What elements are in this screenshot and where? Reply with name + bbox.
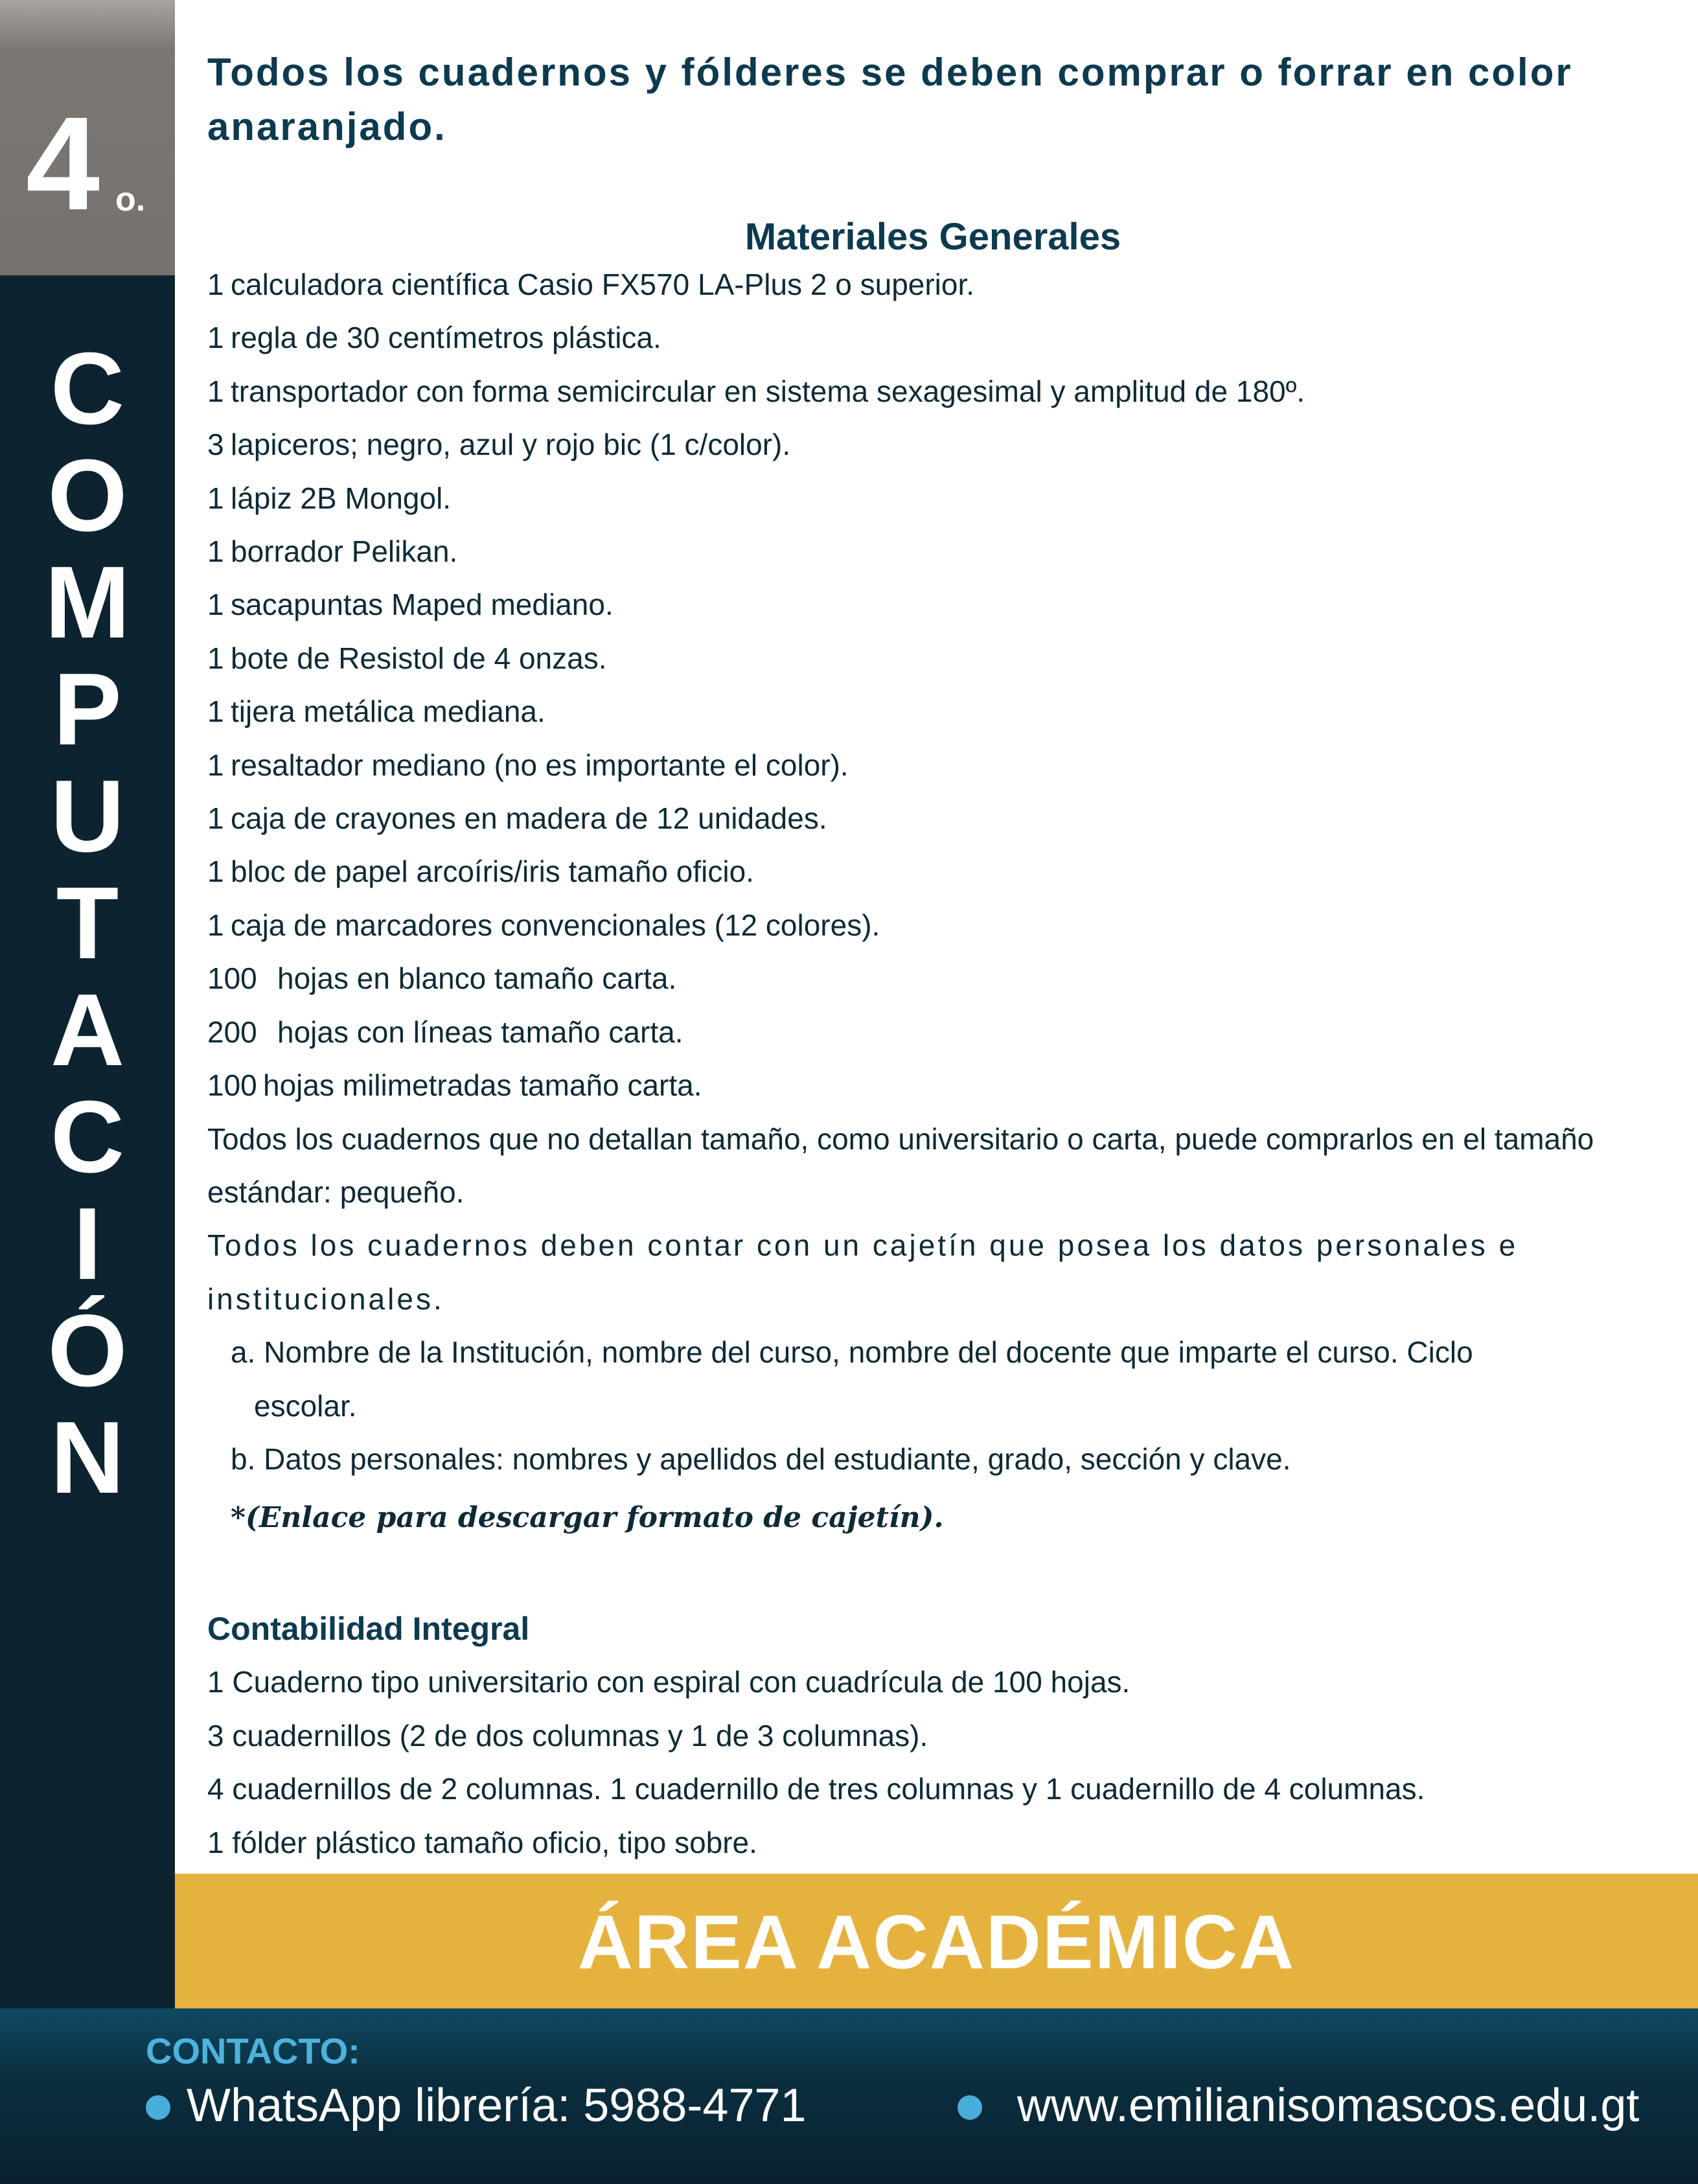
grade-box xyxy=(0,0,175,275)
subject-letter: O xyxy=(47,439,128,553)
item-text: lapiceros; negro, azul y rojo bic (1 c/color). xyxy=(231,428,791,462)
item-qty: 3 xyxy=(207,428,224,462)
list-item: 1 Cuaderno tipo universitario con espiral con cuadrícula de 100 hojas. xyxy=(207,1665,1130,1699)
item-qty: 1 xyxy=(207,481,224,515)
item-text: sacapuntas Maped mediano. xyxy=(231,588,614,622)
grade-number: 4 xyxy=(26,89,100,238)
list-item xyxy=(207,792,1658,845)
item-qty: 1 xyxy=(207,855,224,889)
item-text: lápiz 2B Mongol. xyxy=(231,481,452,515)
item-qty: 1 xyxy=(207,801,224,836)
list-item xyxy=(207,899,1658,952)
subject-letter: C xyxy=(50,332,125,446)
item-qty: 1 xyxy=(207,695,224,729)
cajetin-item-a: a. Nombre de la Institución, nombre del curso, nombre del docente que imparte el curso. Ciclo xyxy=(231,1335,1473,1370)
item-qty: 1 xyxy=(207,908,224,942)
item-qty: 1 xyxy=(207,374,224,408)
list-item xyxy=(207,1059,1658,1112)
item-qty: 1 xyxy=(207,641,224,675)
item-qty: 1 xyxy=(207,748,224,782)
subject-letter: I xyxy=(73,1187,102,1301)
cajetin-item-a-continued: escolar. xyxy=(254,1388,357,1423)
item-qty: 100 xyxy=(207,1068,257,1103)
subject-letter: Ó xyxy=(47,1294,128,1408)
item-qty: 1 xyxy=(207,268,224,301)
item-qty: 1 xyxy=(207,321,224,355)
general-materials-title: Materiales Generales xyxy=(744,216,1121,258)
cajetin-download-link[interactable]: *(Enlace para descargar formato de cajetín). xyxy=(231,1501,944,1535)
list-item xyxy=(207,632,1658,685)
item-text: hojas milimetradas tamaño carta. xyxy=(263,1068,702,1103)
list-item xyxy=(207,311,1658,364)
subject-letter: C xyxy=(50,1080,125,1194)
grade-suffix: o. xyxy=(115,181,146,218)
list-item xyxy=(207,418,1658,471)
list-item xyxy=(207,578,1658,631)
item-text: bote de Resistol de 4 onzas. xyxy=(231,641,607,675)
item-qty: 1 xyxy=(207,588,224,622)
contabilidad-list xyxy=(207,1655,1658,1869)
item-text: calculadora científica Casio FX570 LA-Plus 2 o superior. xyxy=(231,268,975,301)
item-qty: 100 xyxy=(207,961,257,996)
list-item xyxy=(207,739,1658,792)
list-item: 1 fólder plástico tamaño oficio, tipo sobre. xyxy=(207,1825,757,1859)
item-text: hojas en blanco tamaño carta. xyxy=(277,961,677,996)
item-text: regla de 30 centímetros plástica. xyxy=(231,321,661,355)
item-text: bloc de papel arcoíris/iris tamaño oficio. xyxy=(231,855,754,889)
subject-letter: T xyxy=(56,866,119,980)
size-note: Todos los cuadernos que no detallan tamaño, como universitario o carta, puede comprarlos en el tamaño estándar: pequeño. xyxy=(207,1121,1594,1209)
list-item xyxy=(207,685,1658,738)
general-materials-list xyxy=(207,258,1658,1112)
item-text: tijera metálica mediana. xyxy=(231,695,545,729)
list-item: 3 cuadernillos (2 de dos columnas y 1 de 3 columnas). xyxy=(207,1718,928,1753)
item-text: transportador con forma semicircular en sistema sexagesimal y amplitud de 180º. xyxy=(231,374,1305,408)
subject-letter: N xyxy=(50,1401,125,1515)
subject-letter: P xyxy=(53,652,122,766)
item-text: hojas con líneas tamaño carta. xyxy=(277,1015,683,1049)
bullet-icon xyxy=(146,2095,170,2120)
contabilidad-title: Contabilidad Integral xyxy=(207,1611,530,1648)
list-item xyxy=(207,1006,1658,1059)
item-qty: 200 xyxy=(207,1015,257,1049)
bullet-icon xyxy=(958,2095,982,2120)
list-item xyxy=(207,258,1658,311)
item-qty: 1 xyxy=(207,535,224,569)
area-academica-banner: ÁREA ACADÉMICA xyxy=(175,1874,1698,2008)
item-text: borrador Pelikan. xyxy=(231,535,458,569)
whatsapp-contact[interactable]: WhatsApp librería: 5988-4771 xyxy=(187,2080,807,2132)
subject-vertical-title xyxy=(0,332,175,1515)
list-item xyxy=(207,365,1658,418)
item-text: resaltador mediano (no es importante el color). xyxy=(231,748,849,782)
cajetin-note: Todos los cuadernos deben contar con un cajetín que posea los datos personales e institucionales. xyxy=(207,1228,1519,1316)
website-link[interactable]: www.emilianisomascos.edu.gt xyxy=(1017,2080,1640,2132)
list-item: 4 cuadernillos de 2 columnas. 1 cuadernillo de tres columnas y 1 cuadernillo de 4 columnas. xyxy=(207,1772,1425,1806)
list-item xyxy=(207,525,1658,578)
item-text: caja de crayones en madera de 12 unidades. xyxy=(231,801,827,836)
item-text: caja de marcadores convencionales (12 colores). xyxy=(231,908,880,942)
color-notice: Todos los cuadernos y fólderes se deben comprar o forrar en color anaranjado. xyxy=(207,51,1573,148)
contact-label: CONTACTO: xyxy=(146,2030,360,2071)
list-item xyxy=(207,952,1658,1005)
subject-letter: U xyxy=(50,759,125,873)
subject-letter: M xyxy=(45,546,130,660)
main-content xyxy=(207,45,1658,1869)
list-item xyxy=(207,845,1658,898)
list-item xyxy=(207,472,1658,525)
subject-letter: A xyxy=(50,973,125,1087)
cajetin-item-b: b. Datos personales: nombres y apellidos del estudiante, grado, sección y clave. xyxy=(231,1442,1291,1476)
